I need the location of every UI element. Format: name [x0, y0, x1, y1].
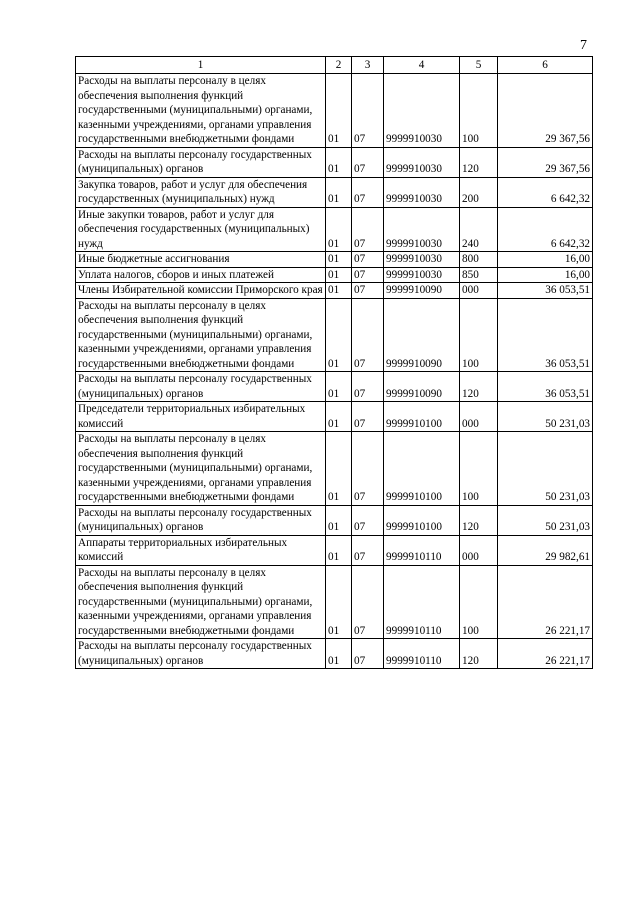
row-expense-type-cell: 120 [460, 147, 498, 177]
header-cell-4: 4 [384, 57, 460, 74]
row-expense-type-cell: 850 [460, 267, 498, 283]
row-section-cell: 01 [326, 639, 352, 669]
row-amount-cell: 29 367,56 [498, 147, 593, 177]
row-amount-cell: 50 231,03 [498, 402, 593, 432]
table-row [76, 267, 593, 283]
row-expense-type-cell: 000 [460, 535, 498, 565]
row-expense-type-cell: 120 [460, 639, 498, 669]
row-name-cell: Иные бюджетные ассигнования [76, 252, 326, 268]
row-amount-cell: 29 982,61 [498, 535, 593, 565]
row-section-cell: 01 [326, 177, 352, 207]
row-target-article-cell: 9999910030 [384, 252, 460, 268]
row-target-article-cell: 9999910100 [384, 505, 460, 535]
row-section-cell: 01 [326, 505, 352, 535]
table-row [76, 207, 593, 252]
row-expense-type-cell: 200 [460, 177, 498, 207]
row-target-article-cell: 9999910110 [384, 639, 460, 669]
row-subsection-cell: 07 [352, 372, 384, 402]
row-name-cell: Расходы на выплаты персоналу государственных (муниципальных) органов [76, 147, 326, 177]
row-expense-type-cell: 800 [460, 252, 498, 268]
row-expense-type-cell: 100 [460, 565, 498, 639]
table-body [76, 74, 593, 669]
row-subsection-cell: 07 [352, 505, 384, 535]
row-name-cell: Аппараты территориальных избирательных комиссий [76, 535, 326, 565]
table-row [76, 298, 593, 372]
row-section-cell: 01 [326, 252, 352, 268]
row-section-cell: 01 [326, 283, 352, 299]
header-cell-3: 3 [352, 57, 384, 74]
page-number: 7 [580, 38, 587, 53]
row-expense-type-cell: 120 [460, 372, 498, 402]
row-target-article-cell: 9999910100 [384, 432, 460, 506]
table-row [76, 177, 593, 207]
row-name-cell: Члены Избирательной комиссии Приморского края [76, 283, 326, 299]
row-expense-type-cell: 000 [460, 283, 498, 299]
row-name-cell: Расходы на выплаты персоналу в целях обеспечения выполнения функций государственными (муниципальными) органами, казенными учреждениями, органами управления государственными внебюджетными фондами [76, 432, 326, 506]
row-expense-type-cell: 100 [460, 74, 498, 148]
row-subsection-cell: 07 [352, 147, 384, 177]
header-row [76, 57, 593, 74]
row-amount-cell: 50 231,03 [498, 505, 593, 535]
row-subsection-cell: 07 [352, 252, 384, 268]
row-subsection-cell: 07 [352, 639, 384, 669]
row-target-article-cell: 9999910110 [384, 535, 460, 565]
table-row [76, 74, 593, 148]
row-name-cell: Расходы на выплаты персоналу в целях обеспечения выполнения функций государственными (муниципальными) органами, казенными учреждениями, органами управления государственными внебюджетными фондами [76, 298, 326, 372]
row-target-article-cell: 9999910110 [384, 565, 460, 639]
row-target-article-cell: 9999910030 [384, 147, 460, 177]
header-cell-5: 5 [460, 57, 498, 74]
row-subsection-cell: 07 [352, 207, 384, 252]
row-section-cell: 01 [326, 372, 352, 402]
row-amount-cell: 16,00 [498, 252, 593, 268]
row-subsection-cell: 07 [352, 298, 384, 372]
row-subsection-cell: 07 [352, 177, 384, 207]
row-name-cell: Председатели территориальных избирательных комиссий [76, 402, 326, 432]
row-name-cell: Расходы на выплаты персоналу государственных (муниципальных) органов [76, 639, 326, 669]
table-row [76, 535, 593, 565]
row-amount-cell: 26 221,17 [498, 639, 593, 669]
row-target-article-cell: 9999910030 [384, 74, 460, 148]
row-target-article-cell: 9999910100 [384, 402, 460, 432]
row-amount-cell: 26 221,17 [498, 565, 593, 639]
row-name-cell: Расходы на выплаты персоналу в целях обеспечения выполнения функций государственными (муниципальными) органами, казенными учреждениями, органами управления государственными внебюджетными фондами [76, 565, 326, 639]
row-amount-cell: 29 367,56 [498, 74, 593, 148]
row-section-cell: 01 [326, 267, 352, 283]
row-name-cell: Расходы на выплаты персоналу в целях обеспечения выполнения функций государственными (муниципальными) органами, казенными учреждениями, органами управления государственными внебюджетными фондами [76, 74, 326, 148]
row-subsection-cell: 07 [352, 267, 384, 283]
row-section-cell: 01 [326, 432, 352, 506]
table-row [76, 252, 593, 268]
row-subsection-cell: 07 [352, 432, 384, 506]
row-section-cell: 01 [326, 565, 352, 639]
header-cell-6: 6 [498, 57, 593, 74]
row-section-cell: 01 [326, 535, 352, 565]
row-amount-cell: 6 642,32 [498, 207, 593, 252]
budget-table [75, 56, 593, 669]
row-amount-cell: 16,00 [498, 267, 593, 283]
row-subsection-cell: 07 [352, 402, 384, 432]
row-target-article-cell: 9999910030 [384, 267, 460, 283]
row-expense-type-cell: 240 [460, 207, 498, 252]
row-target-article-cell: 9999910090 [384, 372, 460, 402]
row-subsection-cell: 07 [352, 535, 384, 565]
row-section-cell: 01 [326, 298, 352, 372]
row-amount-cell: 50 231,03 [498, 432, 593, 506]
row-amount-cell: 6 642,32 [498, 177, 593, 207]
row-subsection-cell: 07 [352, 74, 384, 148]
table-header [76, 57, 593, 74]
row-target-article-cell: 9999910030 [384, 207, 460, 252]
table-row [76, 565, 593, 639]
row-target-article-cell: 9999910090 [384, 283, 460, 299]
header-cell-2: 2 [326, 57, 352, 74]
row-target-article-cell: 9999910030 [384, 177, 460, 207]
table-row [76, 505, 593, 535]
row-amount-cell: 36 053,51 [498, 372, 593, 402]
table-row [76, 147, 593, 177]
row-name-cell: Закупка товаров, работ и услуг для обеспечения государственных (муниципальных) нужд [76, 177, 326, 207]
row-name-cell: Уплата налогов, сборов и иных платежей [76, 267, 326, 283]
row-target-article-cell: 9999910090 [384, 298, 460, 372]
row-name-cell: Расходы на выплаты персоналу государственных (муниципальных) органов [76, 372, 326, 402]
row-section-cell: 01 [326, 147, 352, 177]
row-name-cell: Иные закупки товаров, работ и услуг для обеспечения государственных (муниципальных) нужд [76, 207, 326, 252]
row-subsection-cell: 07 [352, 565, 384, 639]
row-expense-type-cell: 000 [460, 402, 498, 432]
row-section-cell: 01 [326, 207, 352, 252]
row-amount-cell: 36 053,51 [498, 298, 593, 372]
row-subsection-cell: 07 [352, 283, 384, 299]
table-row [76, 432, 593, 506]
row-expense-type-cell: 100 [460, 432, 498, 506]
row-amount-cell: 36 053,51 [498, 283, 593, 299]
row-expense-type-cell: 100 [460, 298, 498, 372]
table-row [76, 372, 593, 402]
row-expense-type-cell: 120 [460, 505, 498, 535]
table-row [76, 402, 593, 432]
header-cell-1: 1 [76, 57, 326, 74]
row-section-cell: 01 [326, 402, 352, 432]
table-row [76, 639, 593, 669]
table-row [76, 283, 593, 299]
row-name-cell: Расходы на выплаты персоналу государственных (муниципальных) органов [76, 505, 326, 535]
row-section-cell: 01 [326, 74, 352, 148]
